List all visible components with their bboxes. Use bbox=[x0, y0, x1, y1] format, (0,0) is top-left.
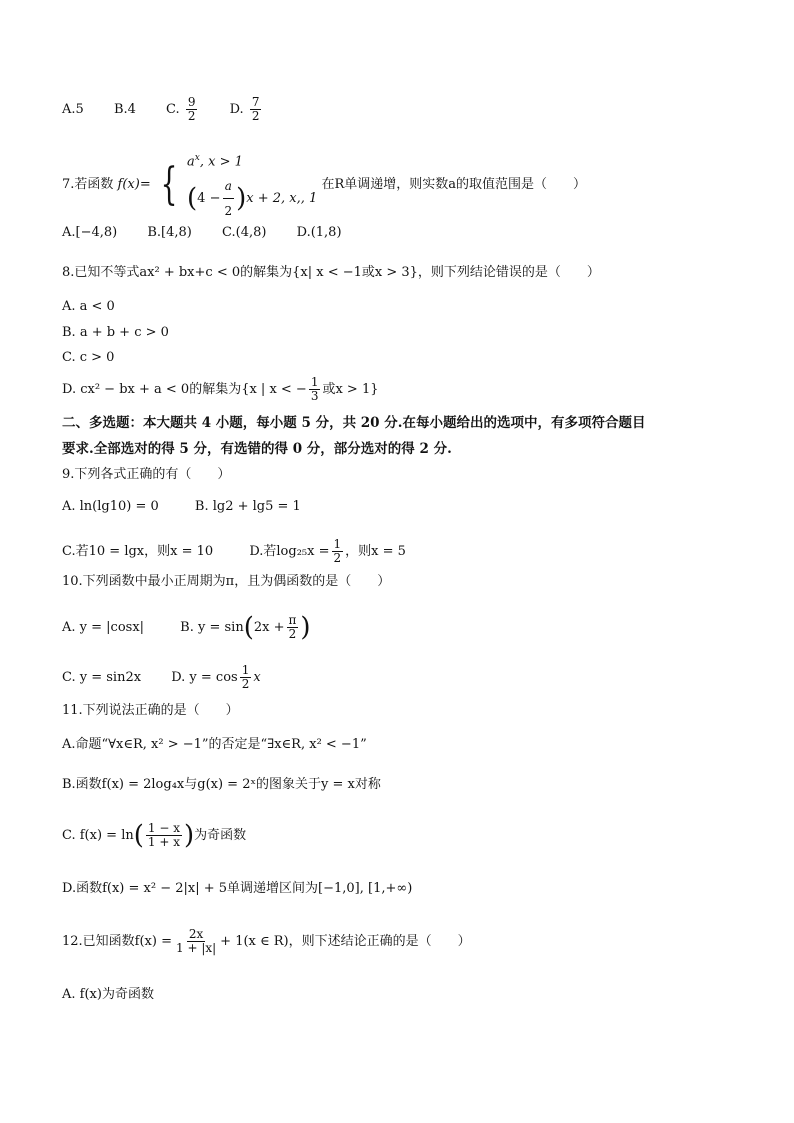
q8-option-a: A. a < 0 bbox=[62, 299, 115, 314]
q6-option-c: C. $\frac{9}{2}$ bbox=[166, 95, 196, 123]
q7-options bbox=[62, 224, 380, 242]
q11-option-c: C. f(x) = ln( $\frac{1 - x}{1 + x}$ )为奇函数 bbox=[62, 820, 247, 851]
q6-option-b: B.4 bbox=[113, 102, 136, 117]
q9-options-ab bbox=[62, 498, 339, 516]
q7-option-d: D.(1,8) bbox=[296, 225, 342, 240]
q7-stem: 7.若函数 f(x)= { $a^x$, x > 1 (4 − $\frac{a}{2}$ )x + 2, x,, 1 在R单调递增，则实数a的取值范围是（ ） bbox=[62, 146, 586, 223]
q10-options-cd bbox=[62, 664, 299, 691]
piecewise-cases: $a^x$, x > 1 (4 − $\frac{a}{2}$ )x + 2, x,, 1 bbox=[187, 153, 318, 219]
q12-stem: 12.已知函数f(x) = $\frac{2x}{1 + |x|}$ + 1(x ∈ R)，则下述结论正确的是（ ） bbox=[62, 927, 471, 955]
piecewise-brace: { bbox=[160, 158, 178, 210]
q11-option-b: B.函数f(x) = 2log₄x与g(x) = 2ˣ的图象关于y = x对称 bbox=[62, 777, 381, 792]
q10-stem: 10.下列函数中最小正周期为π，且为偶函数的是（ ） bbox=[62, 574, 391, 589]
q10-option-c: C. y = sin2x bbox=[62, 670, 142, 685]
q6-option-a: A.5 bbox=[62, 102, 84, 117]
q10-option-d: D. y = cos $\frac{1}{2}$ x bbox=[171, 663, 261, 691]
q10-option-b: B. y = sin(2x + $\frac{\pi}{2}$ ) bbox=[180, 612, 311, 643]
q7-option-b: B.[4,8) bbox=[147, 225, 192, 240]
q9-option-b: B. lg2 + lg5 = 1 bbox=[194, 499, 301, 514]
q11-stem: 11.下列说法正确的是（ ） bbox=[62, 703, 239, 718]
q6-options bbox=[62, 96, 301, 123]
q8-option-b: B. a + b + c > 0 bbox=[62, 325, 169, 340]
q10-options-ab bbox=[62, 614, 349, 641]
q6-option-d: D. $\frac{7}{2}$ bbox=[229, 95, 260, 123]
q9-option-a: A. ln(lg10) = 0 bbox=[62, 499, 159, 514]
q9-option-d: D.若log₂₅x = $\frac{1}{2}$ ，则x = 5 bbox=[249, 537, 406, 565]
q8-option-d: D. cx² − bx + a < 0的解集为{x | x < − $\frac{1}{3}$ 或x > 1} bbox=[62, 375, 379, 403]
section-heading-line2: 要求.全部选对的得 5 分，有选错的得 0 分，部分选对的得 2 分. bbox=[62, 441, 452, 457]
q10-option-a: A. y = |cosx| bbox=[62, 620, 145, 635]
q12-option-a: A. f(x)为奇函数 bbox=[62, 987, 154, 1002]
q7-option-c: C.(4,8) bbox=[222, 225, 267, 240]
q8-stem: 8.已知不等式ax² + bx+c < 0的解集为{x| x < −1或x > 3}，则下列结论错误的是（ ） bbox=[62, 265, 600, 280]
section-heading-line1: 二、多选题：本大题共 4 小题，每小题 5 分，共 20 分.在每小题给出的选项中，有多项符合题目 bbox=[62, 415, 646, 431]
q7-option-a: A.[−4,8) bbox=[62, 225, 118, 240]
q9-options-cd bbox=[62, 538, 444, 565]
q9-option-c: C.若10 = lgx，则x = 10 bbox=[62, 544, 214, 559]
q8-option-c: C. c > 0 bbox=[62, 350, 115, 365]
q9-stem: 9.下列各式正确的有（ ） bbox=[62, 467, 231, 482]
q11-option-a: A.命题“∀x∈R, x² > −1”的否定是“∃x∈R, x² < −1” bbox=[62, 737, 367, 752]
q11-option-d: D.函数f(x) = x² − 2|x| + 5单调递增区间为[−1,0], [1,+∞) bbox=[62, 881, 413, 896]
